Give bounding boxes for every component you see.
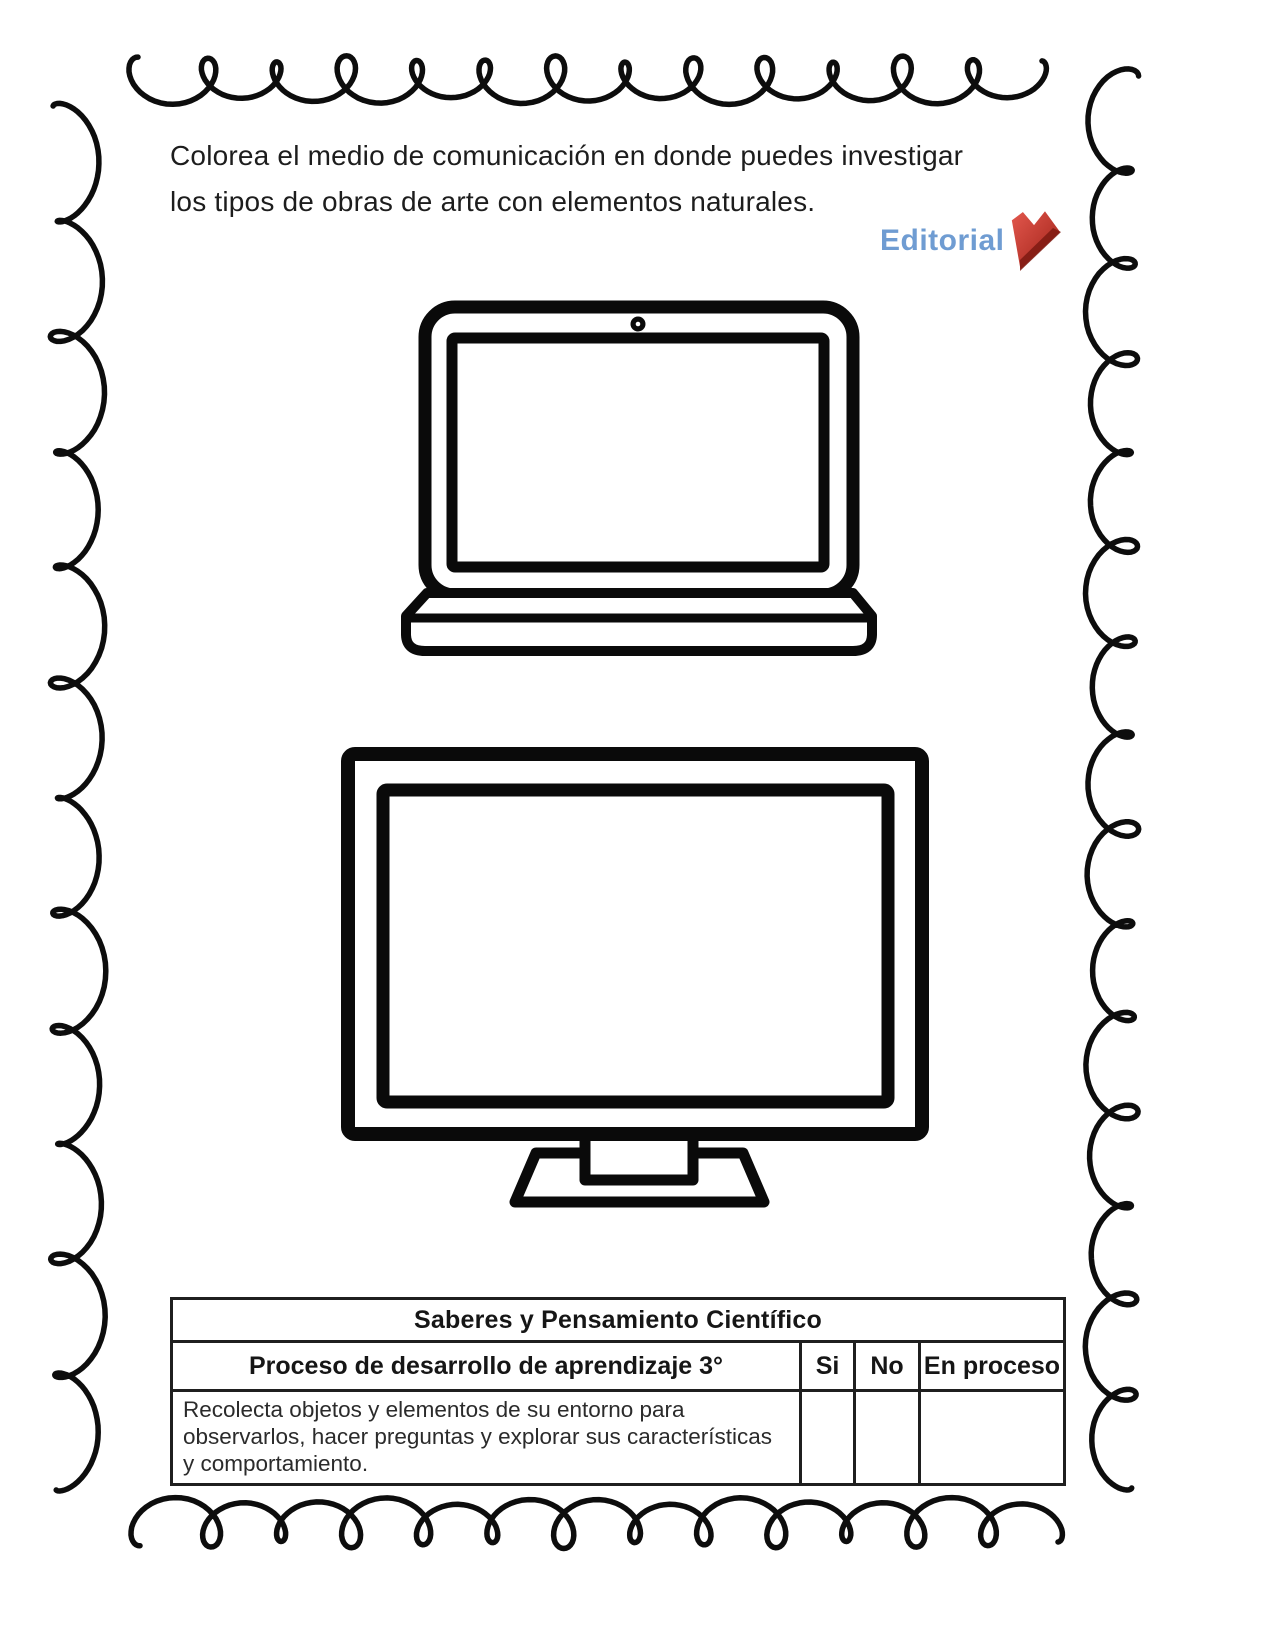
tv-icon bbox=[340, 745, 935, 1220]
column-header-proceso: Proceso de desarrollo de aprendizaje 3° bbox=[172, 1342, 801, 1391]
laptop-drawing[interactable] bbox=[395, 300, 880, 660]
editorial-md-logo-text: Editorial bbox=[880, 224, 1005, 257]
instruction-line-2: los tipos de obras de arte con elementos naturales. bbox=[170, 186, 816, 217]
criterion-text: Recolecta objetos y elementos de su entorno para observarlos, hacer preguntas y explorar sus características y comportamiento. bbox=[172, 1391, 801, 1485]
table-title: Saberes y Pensamiento Científico bbox=[172, 1299, 1065, 1342]
si-answer-cell[interactable] bbox=[801, 1391, 855, 1485]
column-header-en-proceso: En proceso bbox=[920, 1342, 1065, 1391]
assessment-table bbox=[170, 1297, 1066, 1486]
column-header-no: No bbox=[855, 1342, 920, 1391]
tv-drawing[interactable] bbox=[340, 745, 935, 1220]
editorial-md-logo-mark-icon bbox=[1007, 208, 1065, 274]
instruction-line-1: Colorea el medio de comunicación en donde puedes investigar bbox=[170, 140, 964, 171]
en-proceso-answer-cell[interactable] bbox=[920, 1391, 1065, 1485]
laptop-icon bbox=[395, 300, 880, 660]
no-answer-cell[interactable] bbox=[855, 1391, 920, 1485]
column-header-si: Si bbox=[801, 1342, 855, 1391]
editorial-md-logo bbox=[880, 208, 1065, 274]
